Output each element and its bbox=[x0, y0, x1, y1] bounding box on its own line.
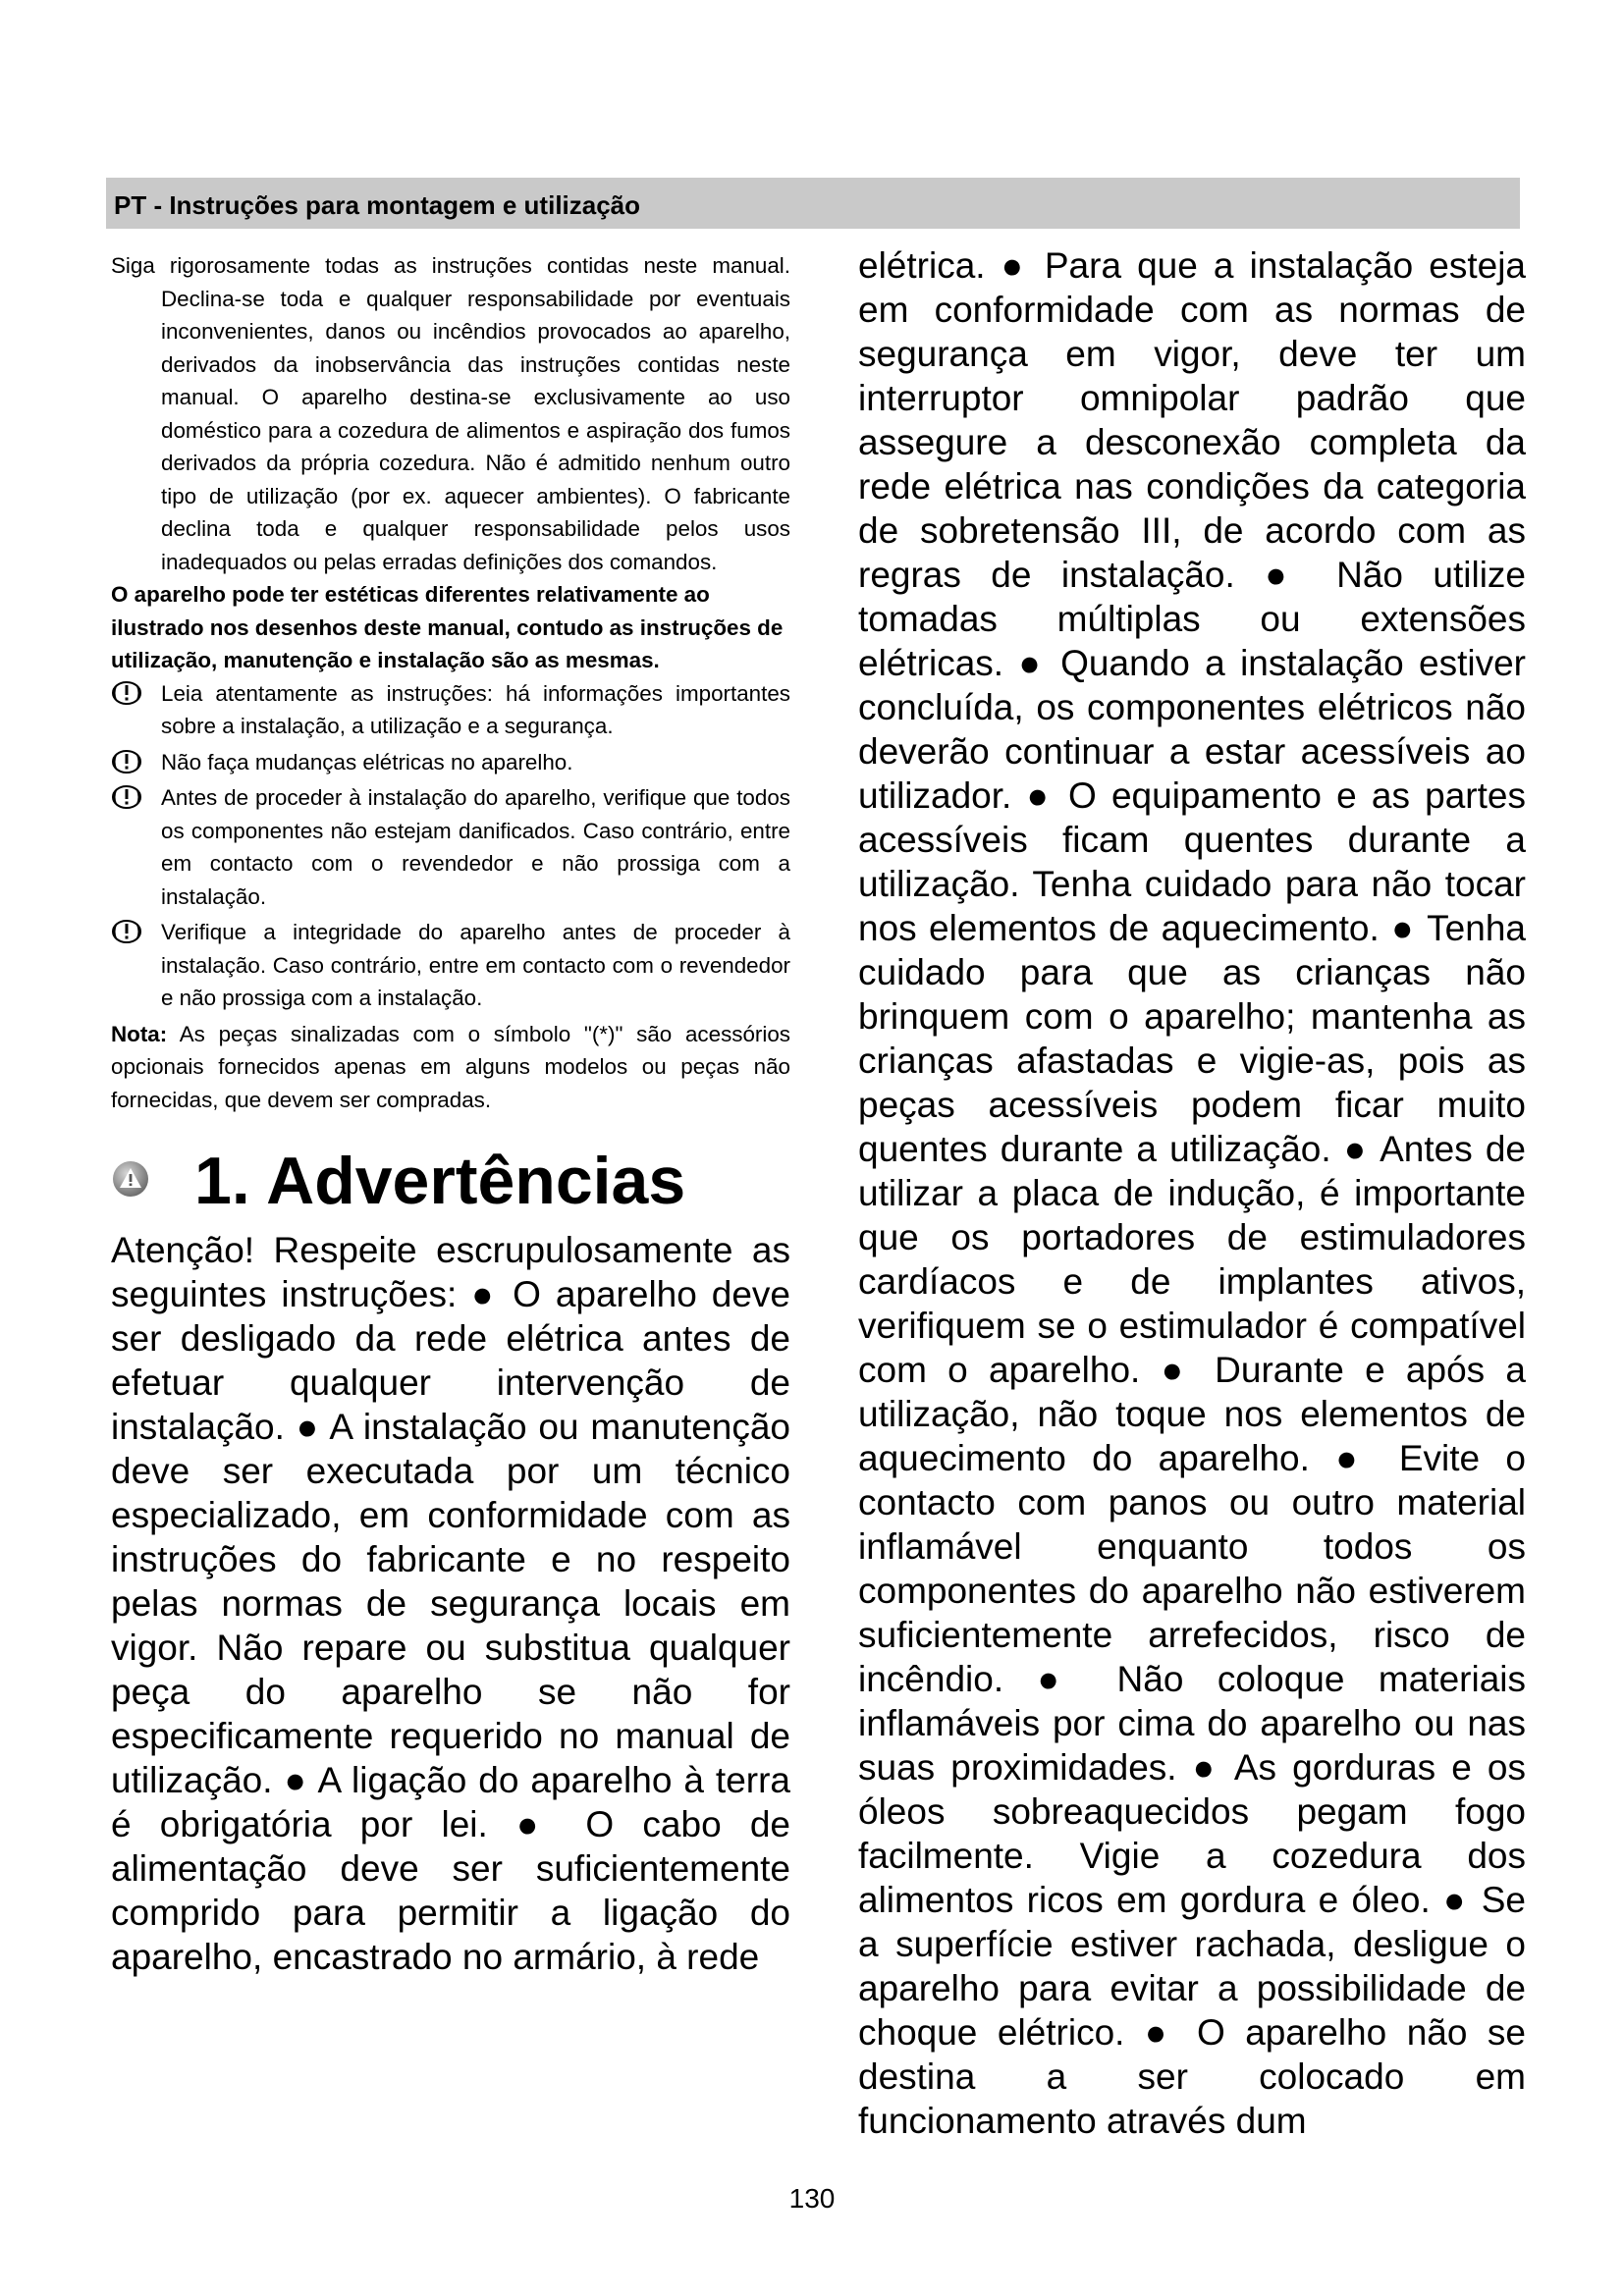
caution-icon bbox=[111, 784, 142, 810]
warning-text: Verifique a integridade do aparelho antes de proceder à instalação. Caso contrário, entre em contacto com o revendedor e não prossiga com a instalação. bbox=[161, 920, 790, 1010]
note-text: As peças sinalizadas com o símbolo "(*)" são acessórios opcionais fornecidos apenas em alguns modelos ou peças não fornecidas, que devem ser compradas. bbox=[111, 1021, 790, 1112]
warning-item-read-instructions bbox=[111, 677, 790, 743]
design-note-paragraph: O aparelho pode ter estéticas diferentes relativamente ao ilustrado nos desenhos deste manual, contudo as instruções de utilização, manutenção e instalação são as mesmas. bbox=[111, 582, 784, 672]
right-column bbox=[858, 243, 1526, 2143]
warning-text: Não faça mudanças elétricas no aparelho. bbox=[161, 749, 573, 774]
advertencias-right-text: elétrica. ● Para que a instalação esteja em conformidade com as normas de segurança em vigor, deve ter um interruptor omnipolar padrão que assegure a desconexão completa da rede elétrica nas condições da categoria de sobretensão III, de acordo com as regras de instalação. ● Não utilize tomadas múltiplas ou extensões elétricas. ● Quando a instalação estiver concluída, os componentes elétricos não deverão continuar a estar acessíveis ao utilizador. ● O equipamento e as partes acessíveis ficam quentes durante a utilização. Tenha cuidado para não tocar nos elementos de aquecimento. ● Tenha cuidado para que as crianças não brinquem com o aparelho; mantenha as crianças afastadas e vigie-as, pois as peças acessíveis podem ficar muito quentes durante a utilização. ● Antes de utilizar a placa de indução, é importante que os portadores de estimuladores cardíacos e de implantes ativos, verifiquem se o estimulador é compatível com o aparelho. ● Durante e após a utilização, não toque nos elementos de aquecimento do aparelho. ● Evite o contacto com panos ou outro material inflamável enquanto todos os componentes do aparelho não estiverem suficientemente arrefecidos, risco de incêndio. ● Não coloque materiais inflamáveis por cima do aparelho ou nas suas proximidades. ● As gorduras e os óleos sobreaquecidos pegam fogo facilmente. Vigie a cozedura dos alimentos ricos em gordura e óleo. ● Se a superfície estiver rachada, desligue o aparelho para evitar a possibilidade de choque elétrico. ● O aparelho não se destina a ser colocado em funcionamento através dum bbox=[858, 245, 1526, 2141]
warning-item-no-electrical-changes bbox=[111, 746, 790, 779]
section-warning-icon bbox=[111, 1159, 150, 1199]
section-title: 1. Advertências bbox=[194, 1144, 686, 1218]
page-number: 130 bbox=[788, 2183, 836, 2214]
intro-paragraph: Siga rigorosamente todas as instruções contidas neste manual. Declina-se toda e qualquer responsabilidade por eventuais inconvenientes, danos ou incêndios provocados ao aparelho, derivados da inobservância das instruções contidas neste manual. O aparelho destina-se exclusivamente ao uso doméstico para a cozedura de alimentos e aspiração dos fumos derivados da própria cozedura. Não é admitido nenhum outro tipo de utilização (por ex. aquecer ambientes). O fabricante declina toda e qualquer responsabilidade pelos usos inadequados ou pelas erradas definições dos comandos. bbox=[111, 253, 790, 574]
section-heading bbox=[111, 1138, 790, 1228]
warning-item-check-components bbox=[111, 781, 790, 913]
caution-icon bbox=[111, 749, 142, 774]
advertencias-left-text bbox=[111, 1228, 790, 1979]
page-header-bar bbox=[106, 178, 1520, 229]
note-label: Nota: bbox=[111, 1021, 168, 1046]
warning-text: Leia atentamente as instruções: há informações importantes sobre a instalação, a utilização e a segurança. bbox=[161, 680, 790, 738]
warning-text: Antes de proceder à instalação do aparelho, verifique que todos os componentes não estejam danificados. Caso contrário, entre em contacto com o revendedor e não prossiga com a instalação. bbox=[161, 785, 790, 909]
caution-icon bbox=[111, 680, 142, 706]
left-column bbox=[111, 249, 790, 1979]
page-header-title: PT - Instruções para montagem e utilização bbox=[114, 190, 641, 220]
advertencias-left-body: Respeite escrupulosamente as seguintes instruções: ● O aparelho deve ser desligado da rede elétrica antes de efetuar qualquer intervenção de instalação. ● A instalação ou manutenção deve ser executada por um técnico especializado, em conformidade com as instruções do fabricante e no respeito pelas normas de segurança locais em vigor. Não repare ou substitua qualquer peça do aparelho se não for especificamente requerido no manual de utilização. ● A ligação do aparelho à terra é obrigatória por lei. ● O cabo de alimentação deve ser suficientemente comprido para permitir a ligação do aparelho, encastrado no armário, à rede bbox=[111, 1230, 790, 1977]
attention-lead: Atenção! bbox=[111, 1230, 255, 1270]
accessories-note bbox=[111, 1018, 790, 1117]
caution-icon bbox=[111, 919, 142, 944]
warning-item-check-integrity bbox=[111, 916, 790, 1015]
